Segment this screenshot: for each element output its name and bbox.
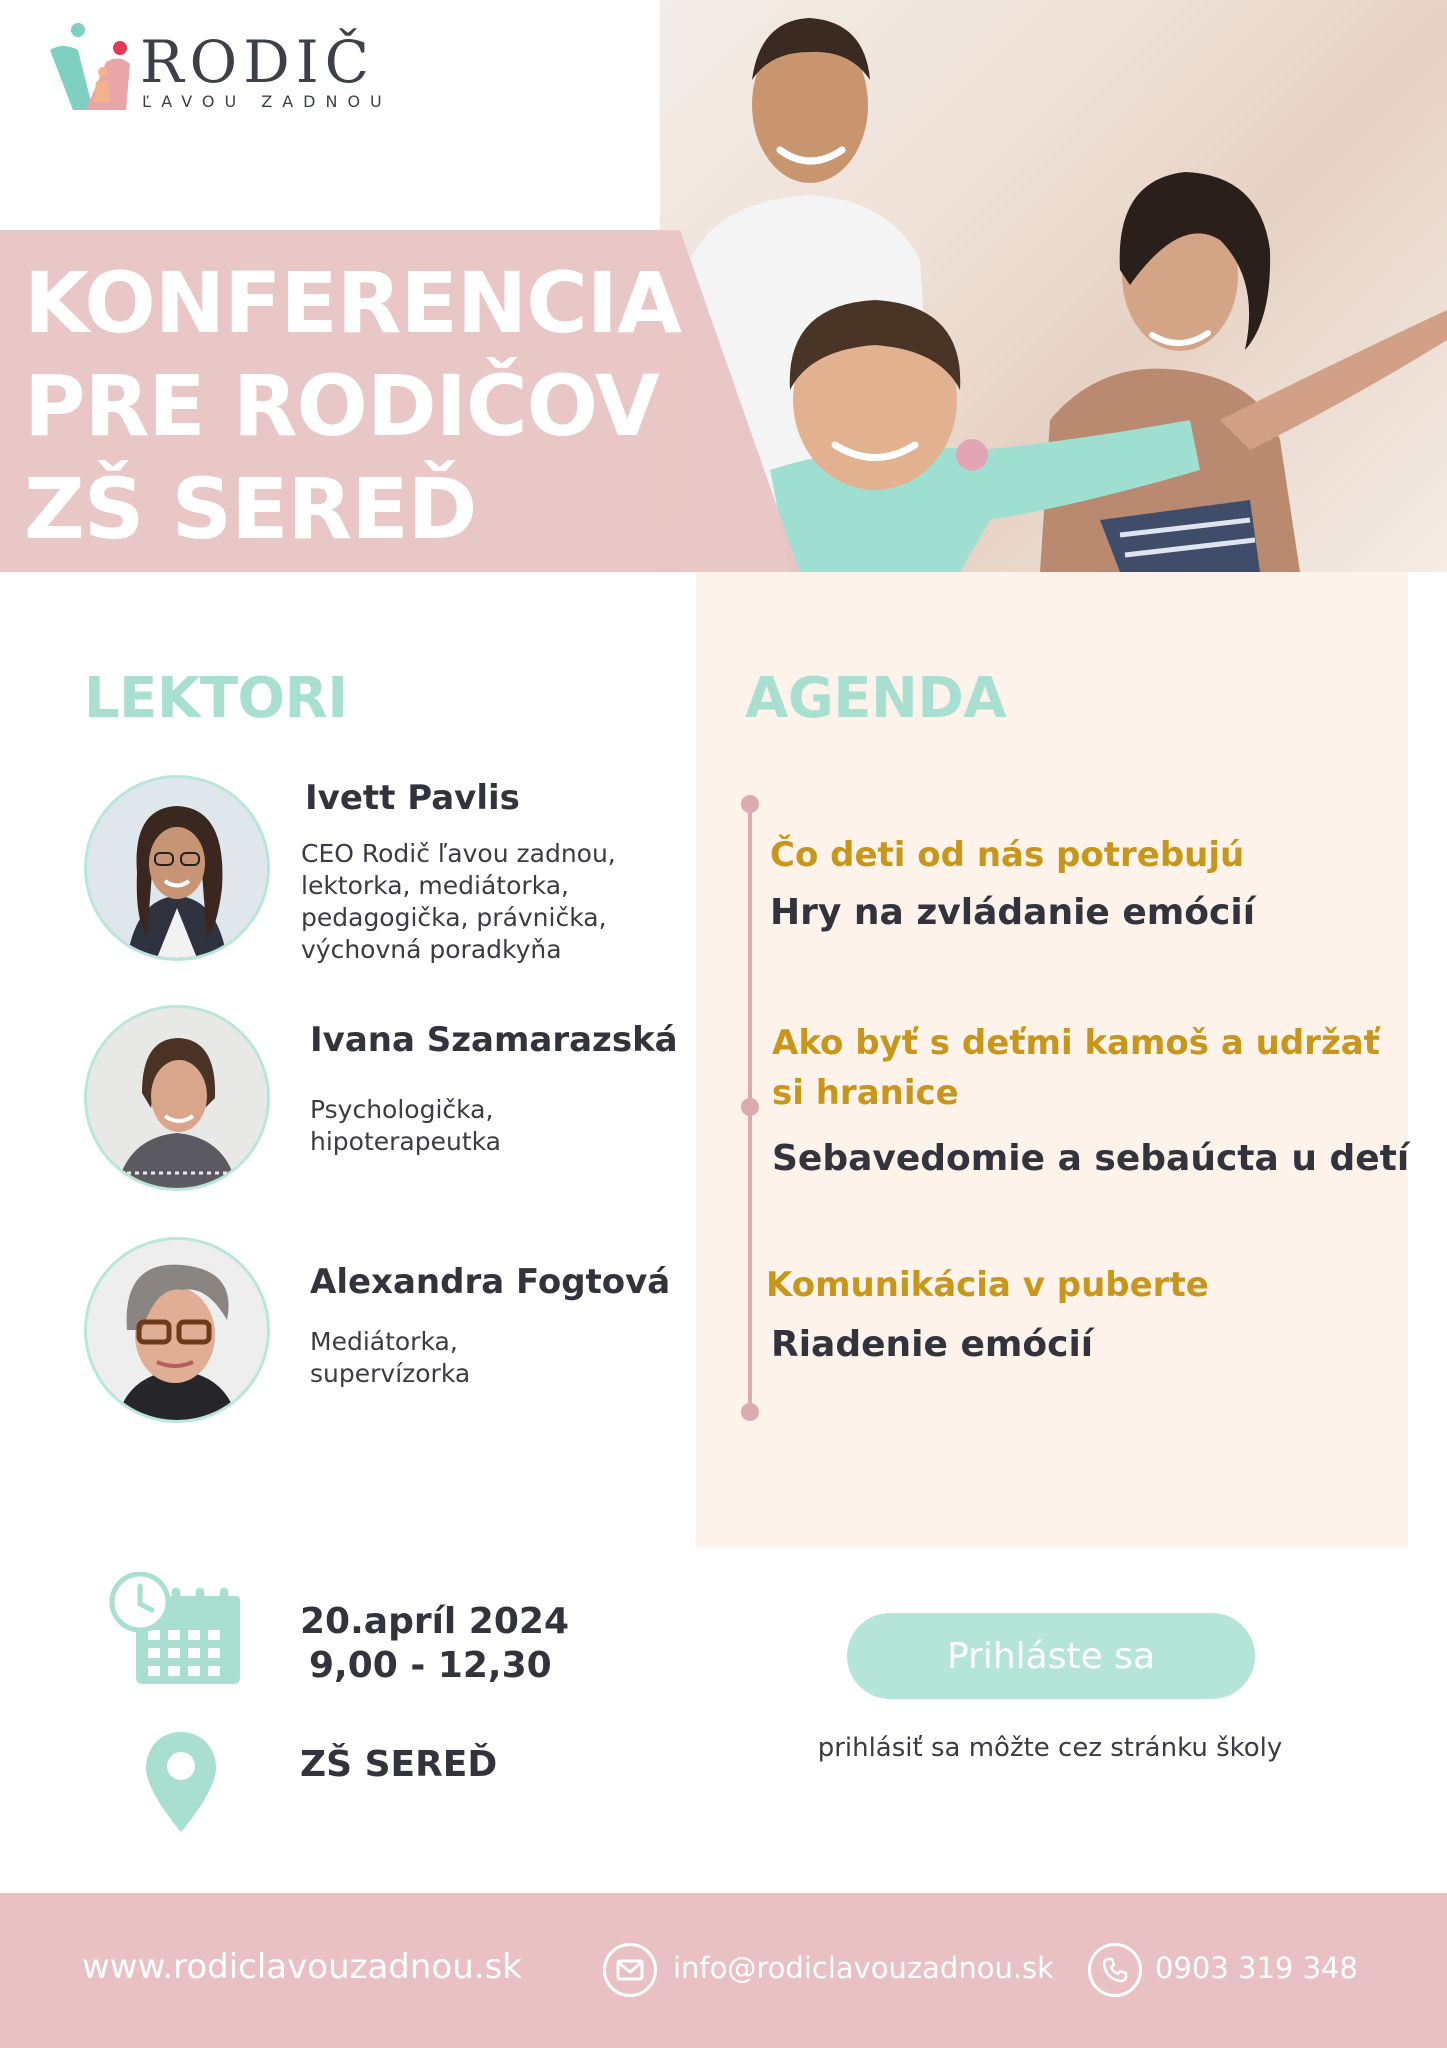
person-photo-icon — [87, 1008, 267, 1188]
role-line: výchovná poradkyňa — [301, 935, 562, 964]
role-line: hipoterapeutka — [310, 1127, 501, 1156]
agenda-subtopic: Riadenie emócií — [771, 1324, 1094, 1365]
register-note: prihlásiť sa môžte cez stránku školy — [817, 1733, 1283, 1763]
avatar — [84, 775, 270, 961]
agenda-topic: Ako byť s deťmi kamoš a udržať — [772, 1023, 1380, 1063]
agenda-subtopic: Hry na zvládanie emócií — [770, 892, 1256, 933]
agenda-item — [772, 1018, 1409, 1179]
hero-family-photo — [660, 0, 1447, 572]
role-line: supervízorka — [310, 1359, 471, 1388]
role-line: Mediátorka, — [310, 1327, 458, 1356]
speaker-name: Ivana Szamarazská — [310, 1020, 678, 1060]
brand-logo — [48, 22, 428, 122]
mail-icon — [603, 1943, 657, 1997]
event-date: 20.apríl 2024 — [300, 1601, 569, 1642]
speaker-name: Alexandra Fogtová — [310, 1262, 671, 1302]
agenda-topic: si hranice — [772, 1073, 959, 1113]
logo-wordmark: RODIČ — [140, 28, 376, 96]
timeline-dot — [741, 1403, 759, 1421]
agenda-topic: Čo deti od nás potrebujú — [770, 835, 1245, 875]
role-line: pedagogička, právnička, — [301, 903, 607, 932]
timeline-dot — [741, 795, 759, 813]
avatar — [84, 1005, 270, 1191]
event-datetime — [300, 1600, 569, 1688]
email-link[interactable]: info@rodiclavouzadnou.sk — [673, 1951, 1054, 1985]
title-line: ZŠ SEREĎ — [24, 460, 477, 558]
timeline-dot — [741, 1098, 759, 1116]
agenda-heading: AGENDA — [745, 666, 1007, 731]
register-button[interactable]: Prihláste sa — [847, 1613, 1255, 1699]
phone-icon — [1088, 1943, 1142, 1997]
person-photo-icon — [87, 1240, 267, 1420]
speaker-role — [310, 1326, 470, 1390]
location-pin-icon — [144, 1730, 218, 1834]
event-place: ZŠ SEREĎ — [300, 1744, 498, 1785]
title-line: PRE RODIČOV — [24, 357, 659, 455]
agenda-topic: Komunikácia v puberte — [766, 1265, 1209, 1305]
event-time: 9,00 - 12,30 — [309, 1645, 552, 1686]
logo-tagline: ĽAVOU ZADNOU — [142, 92, 392, 111]
role-line: CEO Rodič ľavou zadnou, — [301, 839, 616, 868]
agenda-subtopic: Sebavedomie a sebaúcta u detí — [772, 1138, 1410, 1179]
family-logo-icon — [48, 22, 138, 114]
website-link[interactable]: www.rodiclavouzadnou.sk — [82, 1947, 522, 1987]
role-line: Psychologička, — [310, 1095, 494, 1124]
speaker-name: Ivett Pavlis — [305, 778, 520, 818]
role-line: lektorka, mediátorka, — [301, 871, 569, 900]
person-photo-icon — [87, 778, 267, 958]
agenda-item — [766, 1260, 1209, 1365]
agenda-item — [770, 830, 1255, 933]
title-line: KONFERENCIA — [24, 254, 682, 352]
speaker-role — [301, 838, 616, 966]
phone-link[interactable]: 0903 319 348 — [1155, 1951, 1358, 1985]
calendar-clock-icon — [108, 1572, 244, 1688]
page-title — [24, 252, 724, 561]
avatar — [84, 1237, 270, 1423]
lektori-heading: LEKTORI — [84, 666, 348, 731]
speaker-role — [310, 1094, 501, 1158]
